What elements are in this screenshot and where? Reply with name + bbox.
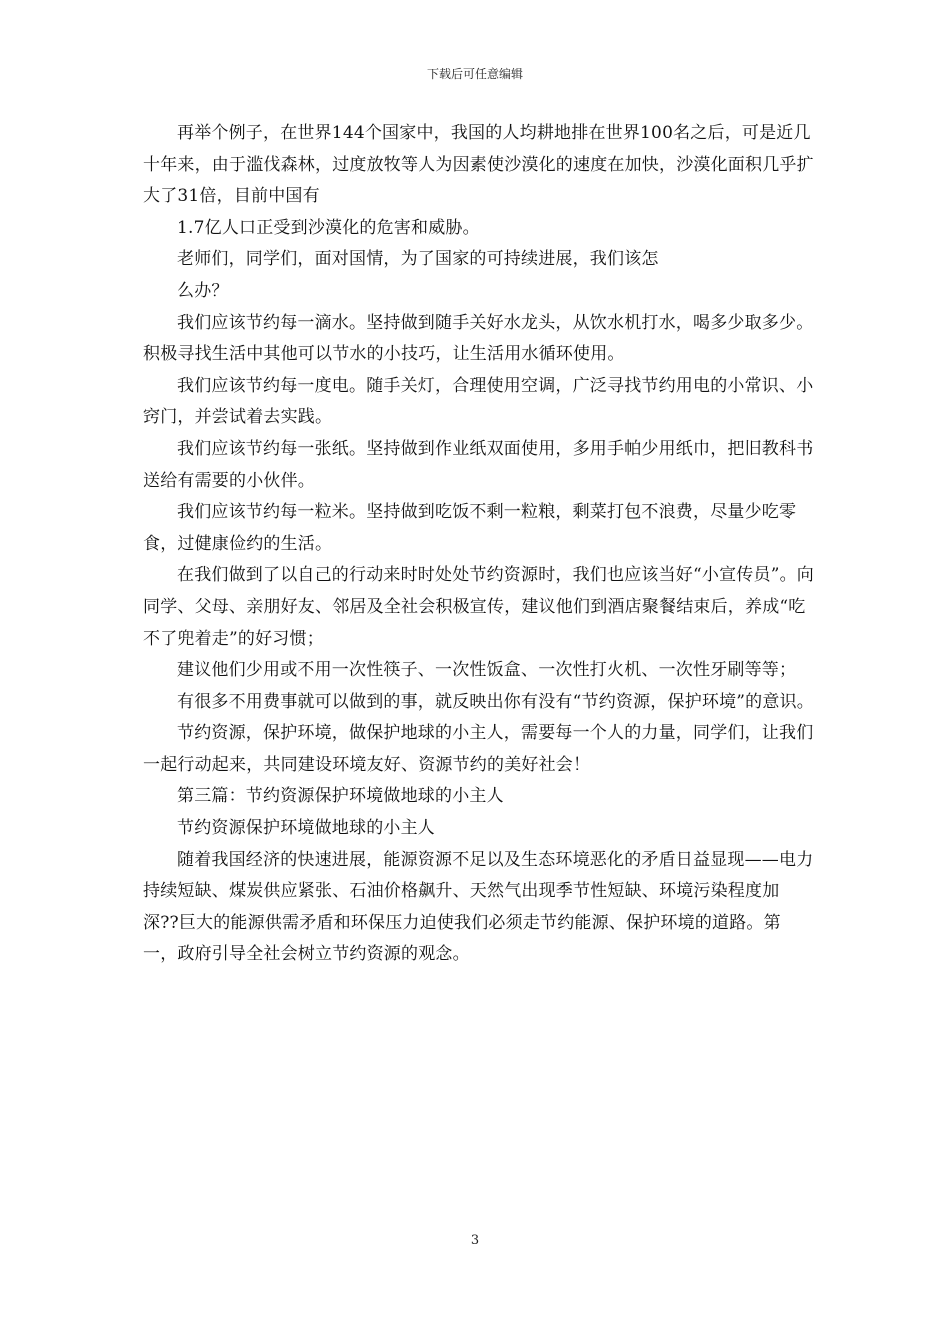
page-number: 3: [470, 1233, 480, 1248]
paragraph-awareness: 有很多不用费事就可以做到的事，就反映出你有没有“节约资源，保护环境”的意识。: [177, 691, 814, 712]
paragraph-energy-development: 随着我国经济的快速进展，能源资源不足以及生态环境恶化的矛盾日益显现——电力持续短缺、煤炭供应紧张、石油价格飙升、天然气出现季节性短缺、环境污染程度加深??巨大的能源供需矛盾和环保压力迫使我们必须走节约能源、保护环境的道路。第一，政府引导全社会树立节约资源的观念。: [143, 849, 814, 965]
paragraph-question-intro: 老师们，同学们，面对国情，为了国家的可持续进展，我们该怎: [177, 249, 659, 270]
paragraph-example-desertification: 再举个例子，在世界144个国家中，我国的人均耕地排在世界100名之后，可是近几十年来，由于滥伐森林，过度放牧等人为因素使沙漠化的速度在加快，沙漠化面积几乎扩大了31倍，目前中国有: [143, 123, 814, 207]
section-title: 节约资源保护环境做地球的小主人: [177, 818, 435, 839]
page-header: 下载后可任意编辑: [426, 67, 523, 81]
paragraph-question-end: 么办？: [177, 280, 229, 301]
paragraph-disposables: 建议他们少用或不用一次性筷子、一次性饭盒、一次性打火机、一次性牙刷等等；: [177, 660, 797, 681]
paragraph-call-to-action: 节约资源，保护环境，做保护地球的小主人，需要每一个人的力量，同学们，让我们一起行动起来，共同建设环境友好、资源节约的美好社会！: [143, 723, 814, 775]
paragraph-save-rice: 我们应该节约每一粒米。坚持做到吃饭不剩一粒粮，剩菜打包不浪费，尽量少吃零食，过健康俭约的生活。: [143, 502, 797, 554]
section-heading-part-three: 第三篇：节约资源保护环境做地球的小主人: [177, 786, 504, 807]
paragraph-save-water: 我们应该节约每一滴水。坚持做到随手关好水龙头，从饮水机打水，喝多少取多少。积极寻找生活中其他可以节水的小技巧，让生活用水循环使用。: [143, 312, 814, 365]
paragraph-save-paper: 我们应该节约每一张纸。坚持做到作业纸双面使用，多用手帕少用纸巾，把旧教科书送给有需要的小伙伴。: [143, 438, 814, 491]
paragraph-save-electricity: 我们应该节约每一度电。随手关灯，合理使用空调，广泛寻找节约用电的小常识、小窍门，并尝试着去实践。: [143, 375, 814, 428]
document-body: [143, 118, 815, 971]
paragraph-propaganda: 在我们做到了以自己的行动来时时处处节约资源时，我们也应该当好“小宣传员”。向同学、父母、亲朋好友、邻居及全社会积极宣传，建议他们到酒店聚餐结束后，养成“吃不了兜着走”的好习惯；: [143, 565, 814, 649]
paragraph-desertification-population: 1.7亿人口正受到沙漠化的危害和威胁。: [177, 217, 480, 238]
